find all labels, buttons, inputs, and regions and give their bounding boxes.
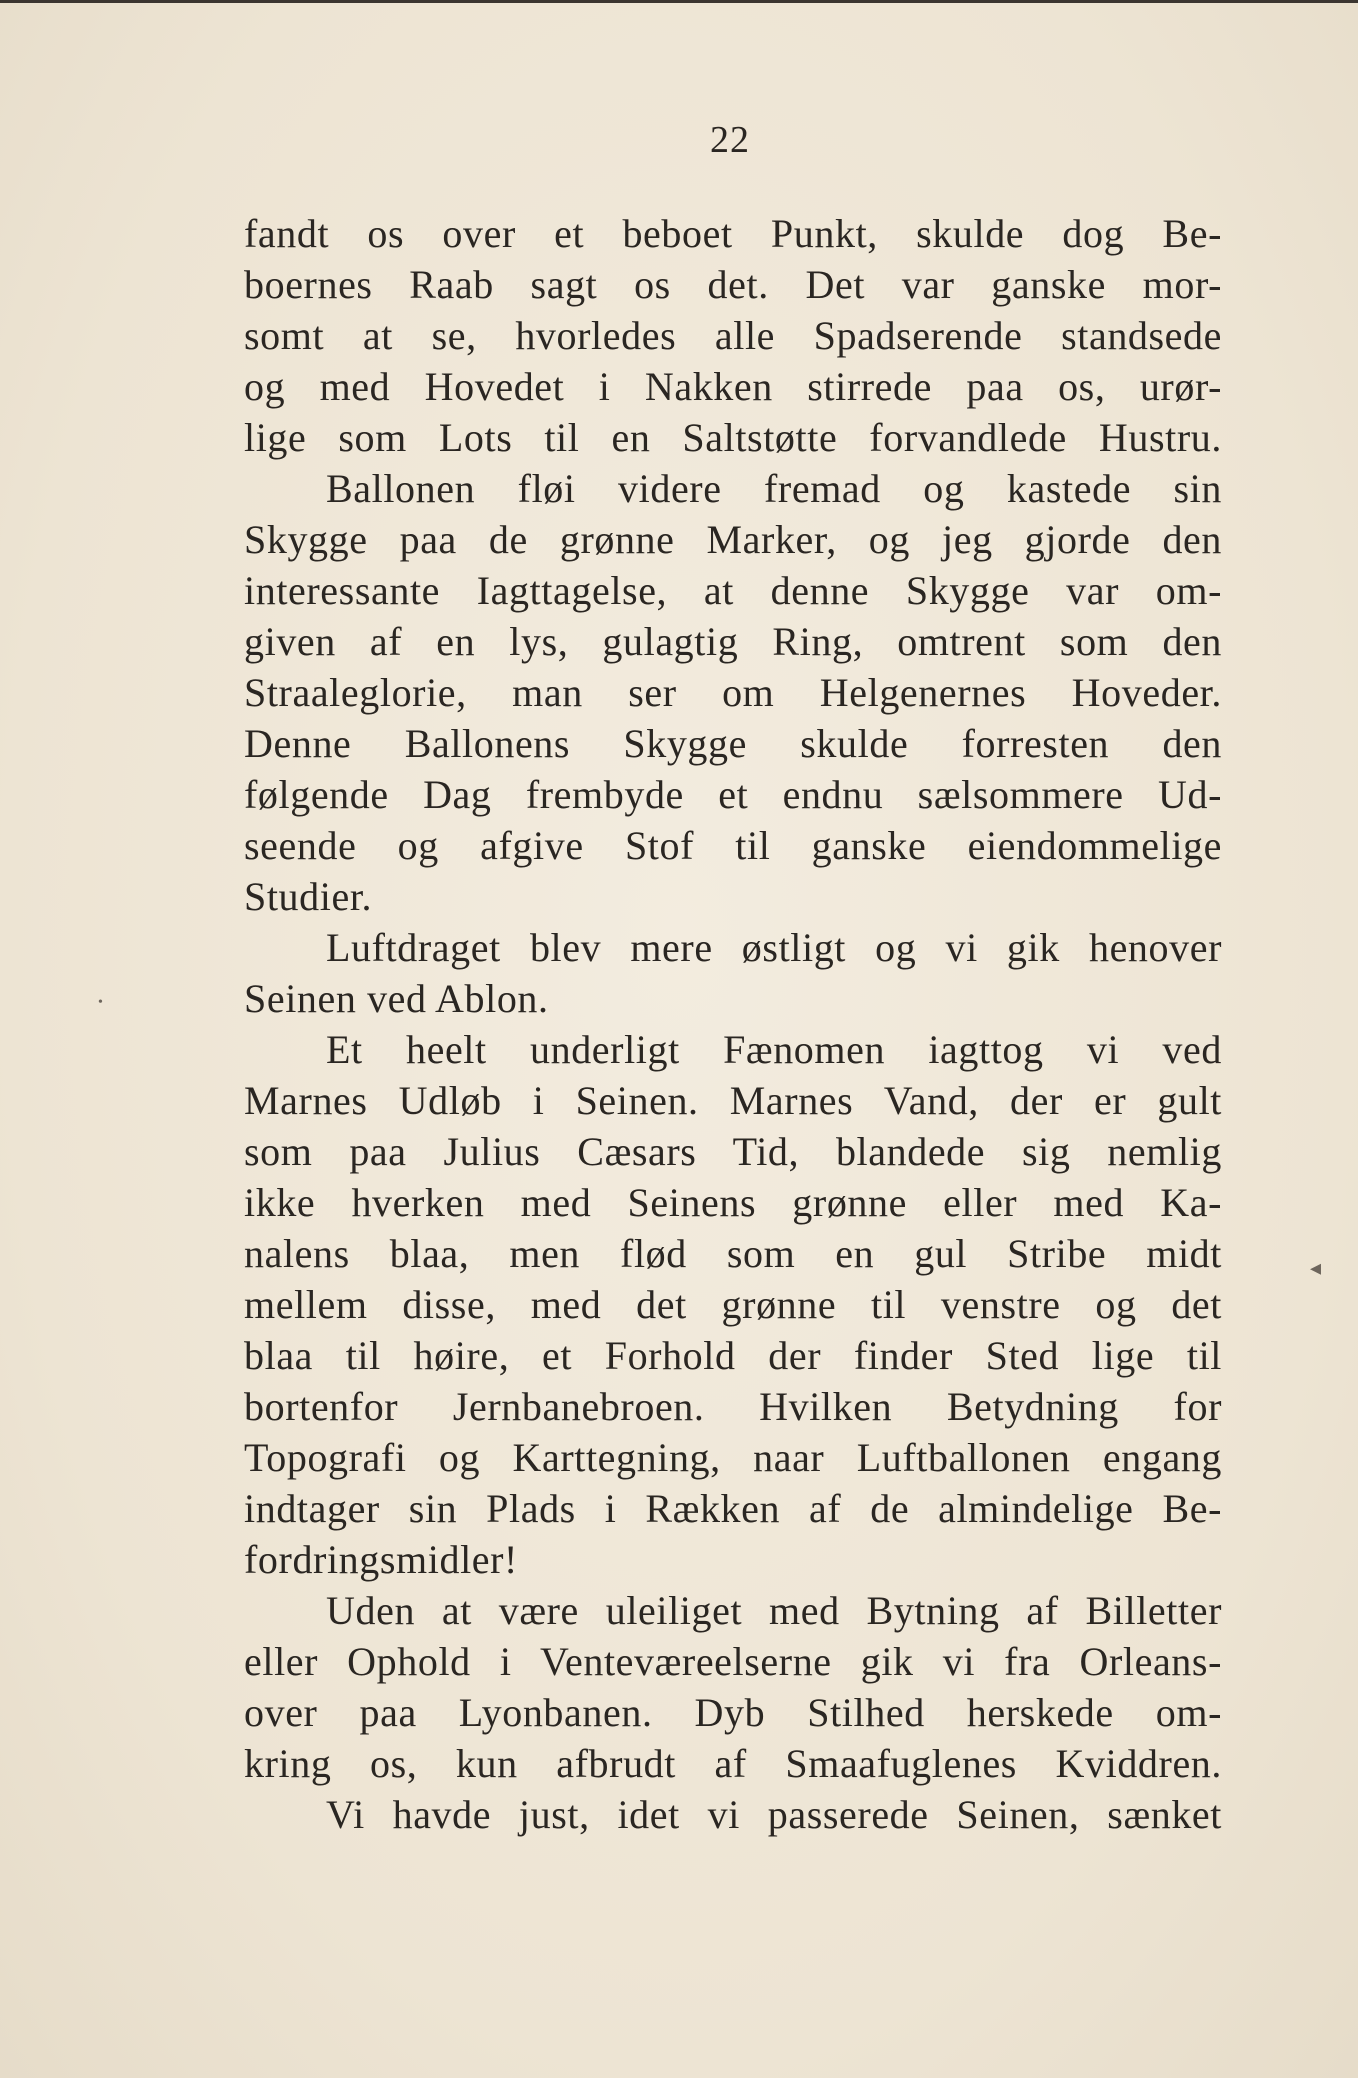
- text-line: Denne Ballonens Skygge skulde forresten den: [244, 721, 1222, 766]
- text-line: Studier.: [244, 874, 373, 919]
- text-line: Marnes Udløb i Seinen. Marnes Vand, der er gult: [244, 1078, 1222, 1123]
- text-line: fordringsmidler!: [244, 1537, 518, 1582]
- text-line: kring os, kun afbrudt af Smaafuglenes Kviddren.: [244, 1741, 1222, 1786]
- text-line: ikke hverken med Seinens grønne eller med Ka-: [244, 1180, 1222, 1225]
- text-line: fandt os over et beboet Punkt, skulde dog Be-: [244, 211, 1222, 256]
- text-line: boernes Raab sagt os det. Det var ganske mor-: [244, 262, 1222, 307]
- page-top-edge: [0, 0, 1358, 3]
- margin-speck: •: [98, 995, 103, 1010]
- text-line: Ballonen fløi videre fremad og kastede sin: [326, 466, 1222, 511]
- text-line: Vi havde just, idet vi passerede Seinen, sænket: [326, 1792, 1222, 1837]
- text-line: lige som Lots til en Saltstøtte forvandlede Hustru.: [244, 415, 1222, 460]
- text-line: bortenfor Jernbanebroen. Hvilken Betydning for: [244, 1384, 1222, 1429]
- text-line: Topografi og Karttegning, naar Luftballonen engang: [244, 1435, 1222, 1480]
- text-line: seende og afgive Stof til ganske eiendommelige: [244, 823, 1222, 868]
- text-line: interessante Iagttagelse, at denne Skygge var om-: [244, 568, 1222, 613]
- text-line: given af en lys, gulagtig Ring, omtrent som den: [244, 619, 1222, 664]
- text-line: følgende Dag frembyde et endnu sælsommere Ud-: [244, 772, 1222, 817]
- text-line: mellem disse, med det grønne til venstre og det: [244, 1282, 1222, 1327]
- text-line: blaa til høire, et Forhold der finder Sted lige til: [244, 1333, 1222, 1378]
- text-line: nalens blaa, men flød som en gul Stribe midt: [244, 1231, 1222, 1276]
- text-line: Skygge paa de grønne Marker, og jeg gjorde den: [244, 517, 1222, 562]
- text-line: indtager sin Plads i Rækken af de almindelige Be-: [244, 1486, 1222, 1531]
- text-line: og med Hovedet i Nakken stirrede paa os, urør-: [244, 364, 1222, 409]
- text-line: over paa Lyonbanen. Dyb Stilhed herskede om-: [244, 1690, 1222, 1735]
- body-text: [244, 208, 1222, 1840]
- text-line: Luftdraget blev mere østligt og vi gik henover: [326, 925, 1222, 970]
- text-line: Et heelt underligt Fænomen iagttog vi ved: [326, 1027, 1222, 1072]
- margin-speck: ◂: [1310, 1255, 1322, 1280]
- text-line: Uden at være uleiliget med Bytning af Billetter: [326, 1588, 1222, 1633]
- text-line: Seinen ved Ablon.: [244, 976, 549, 1021]
- text-line: somt at se, hvorledes alle Spadserende standsede: [244, 313, 1222, 358]
- text-line: som paa Julius Cæsars Tid, blandede sig nemlig: [244, 1129, 1222, 1174]
- text-line: eller Ophold i Venteværeelserne gik vi fra Orleans-: [244, 1639, 1222, 1684]
- page-number: 22: [710, 119, 750, 161]
- text-line: Straaleglorie, man ser om Helgenernes Hoveder.: [244, 670, 1222, 715]
